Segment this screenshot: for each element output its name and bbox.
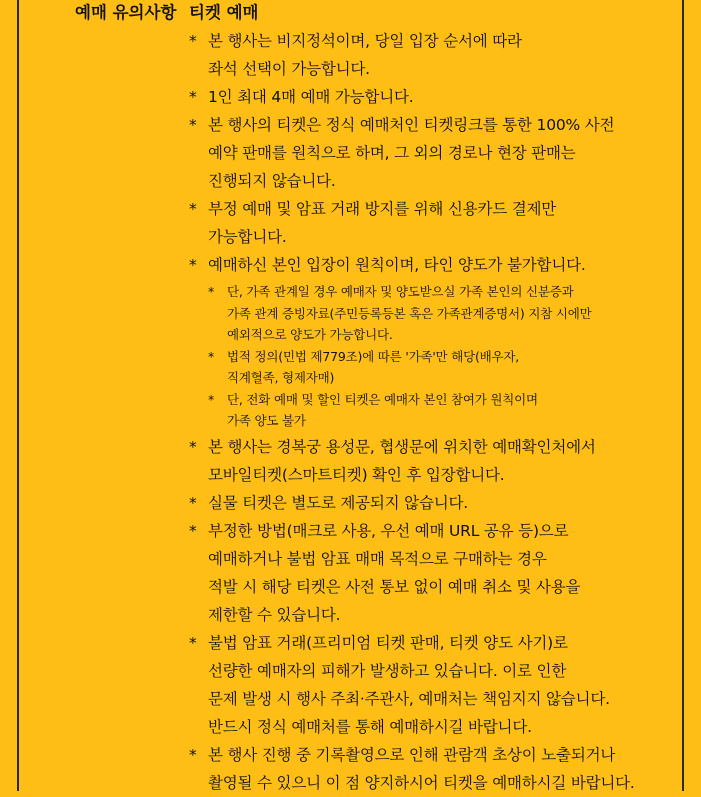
sub-notice-list <box>208 281 669 432</box>
notice-item <box>189 489 669 517</box>
notice-line: 불법 암표 거래(프리미엄 티켓 판매, 티켓 양도 사기)로 <box>208 633 568 652</box>
notice-item <box>189 433 669 489</box>
frame-right-border <box>682 0 684 791</box>
frame-left-border <box>17 0 19 791</box>
notice-line: 모바일티켓(스마트티켓) 확인 후 입장합니다. <box>208 465 505 484</box>
notice-line: 가능합니다. <box>208 228 287 246</box>
asterisk-bullet: * <box>189 256 197 274</box>
notice-line: 본 행사는 비지정석이며, 당일 입장 순서에 따라 <box>208 32 522 50</box>
notice-item <box>189 111 669 195</box>
sub-notice-line: 단, 가족 관계일 경우 예매자 및 양도받으실 가족 본인의 신분증과 <box>227 284 574 299</box>
asterisk-bullet: * <box>189 493 197 512</box>
notice-item <box>189 629 669 741</box>
asterisk-bullet: * <box>189 521 197 540</box>
notice-line: 진행되지 않습니다. <box>208 172 336 190</box>
asterisk-bullet: * <box>189 745 197 764</box>
notice-line: 본 행사는 경복궁 용성문, 협생문에 위치한 예매확인처에서 <box>208 437 596 456</box>
notice-item <box>189 741 669 797</box>
notice-line: 본 행사의 티켓은 정식 예매처인 티켓링크를 통한 100% 사전 <box>208 116 615 134</box>
sub-notice-line: 단, 전화 예매 및 할인 티켓은 예매자 본인 참여가 원칙이며 <box>227 391 538 407</box>
notice-line: 적발 시 해당 티켓은 사전 통보 없이 예매 취소 및 사용을 <box>208 577 581 596</box>
asterisk-bullet: * <box>189 200 197 218</box>
sub-notice-line: 예외적으로 양도가 가능합니다. <box>227 327 393 342</box>
notice-item <box>189 251 669 432</box>
notice-line: 예매하거나 불법 암표 매매 목적으로 구매하는 경우 <box>208 549 547 568</box>
section-label: 예매 유의사항 <box>75 3 177 22</box>
asterisk-bullet: * <box>189 116 197 134</box>
sub-notice-line: 법적 정의(민법 제779조)에 따른 '가족'만 해당(배우자, <box>227 348 520 364</box>
notice-line: 선량한 예매자의 피해가 발생하고 있습니다. 이로 인한 <box>208 661 567 680</box>
notice-line: 부정한 방법(매크로 사용, 우선 예매 URL 공유 등)으로 <box>208 521 569 540</box>
notice-item <box>189 83 669 111</box>
sub-notice-line: 가족 관계 증빙자료(주민등록등본 혹은 가족관계증명서) 지참 시에만 <box>227 305 592 321</box>
notice-line: 본 행사 진행 중 기록촬영으로 인해 관람객 초상이 노출되거나 <box>208 745 616 764</box>
asterisk-bullet: * <box>189 32 197 50</box>
asterisk-bullet: * <box>189 437 197 456</box>
notice-line: 좌석 선택이 가능합니다. <box>208 60 370 78</box>
sub-notice-line: 가족 양도 불가 <box>227 413 306 428</box>
sub-notice-item <box>208 346 669 389</box>
notice-item <box>189 517 669 629</box>
notice-line: 문제 발생 시 행사 주최·주관사, 예매처는 책임지지 않습니다. <box>208 689 610 708</box>
notice-line: 촬영될 수 있으니 이 점 양지하시어 티켓을 예매하시길 바랍니다. <box>208 773 635 792</box>
notice-item <box>189 27 669 83</box>
notice-line: 예매하신 본인 입장이 원칙이며, 타인 양도가 불가합니다. <box>208 256 586 274</box>
asterisk-bullet: * <box>208 348 215 364</box>
section-title: 티켓 예매 <box>189 3 259 22</box>
notice-line: 제한할 수 있습니다. <box>208 605 341 624</box>
notice-item <box>189 195 669 251</box>
asterisk-bullet: * <box>189 633 197 652</box>
asterisk-bullet: * <box>189 88 197 106</box>
asterisk-bullet: * <box>208 284 215 299</box>
sub-notice-item <box>208 281 669 346</box>
notice-list <box>189 27 669 797</box>
notice-line: 반드시 정식 예매처를 통해 예매하시길 바랍니다. <box>208 717 532 736</box>
notice-line: 예약 판매를 원칙으로 하며, 그 외의 경로나 현장 판매는 <box>208 144 576 162</box>
asterisk-bullet: * <box>208 391 215 407</box>
notice-line: 실물 티켓은 별도로 제공되지 않습니다. <box>208 493 469 512</box>
sub-notice-line: 직계혈족, 형제자매) <box>227 370 335 385</box>
sub-notice-item <box>208 389 669 432</box>
notice-line: 부정 예매 및 암표 거래 방지를 위해 신용카드 결제만 <box>208 200 557 218</box>
notice-line: 1인 최대 4매 예매 가능합니다. <box>208 88 414 106</box>
